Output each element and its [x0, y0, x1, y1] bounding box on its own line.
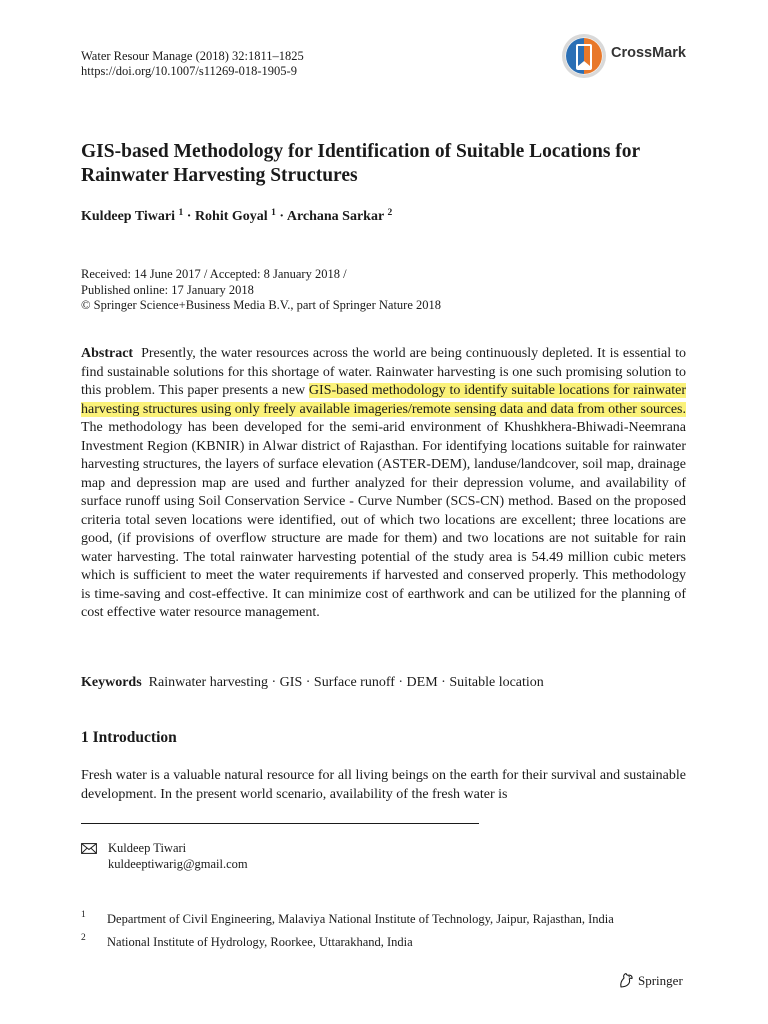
author-separator: ·	[279, 209, 285, 224]
body-paragraph: Fresh water is a valuable natural resource for all living beings on the earth for their survival and sustainable development. In the present world scenario, availability of the fresh water is	[81, 768, 686, 802]
author-name: Rohit Goyal	[194, 209, 268, 224]
received-accepted: Received: 14 June 2017 / Accepted: 8 January 2018 /	[81, 267, 347, 281]
affiliation	[81, 934, 413, 950]
paper-title: GIS-based Methodology for Identification of Suitable Locations for Rainwater Harvesting Structures	[81, 141, 640, 186]
abstract	[81, 345, 686, 623]
abstract-text: The methodology has been developed for the semi-arid environment of Khushkhera-Bhiwadi-Neemrana Investment Region (KBNIR) in Alwar district of Rajasthan. For identifying locations suitable for rainwater harvesting structures, the layers of surface elevation (ASTER-DEM), landuse/landcover, soil map, drainage map and depression map are used and further analyzed for their depression volume, and availability of surface runoff using Soil Conservation Service - Curve Number (SCS-CN) method. Based on the proposed criteria total seven locations were identified, out of which two locations are excellent; three locations are good, (if provisions of overflow structure are made for them) and two locations are not suitable for rain water harvesting. The total rainwater harvesting potential of the study area is 54.49 million cubic meters which is sufficient to meet the water requirements if harvested and conserved properly. This methodology is time-saving and cost-effective. It can minimize cost of earthwork and can be utilized for the planning of cost effective water resource management.	[81, 420, 686, 620]
author-name: Archana Sarkar	[286, 209, 384, 224]
affiliation-number: 1	[81, 910, 86, 920]
publication-dates	[81, 267, 441, 314]
footnote-divider	[81, 823, 479, 824]
author-affil-ref: 1	[271, 208, 276, 218]
abstract-label: Abstract	[81, 346, 134, 361]
author-name: Kuldeep Tiwari	[81, 209, 176, 224]
affiliation	[81, 911, 614, 927]
journal-citation: Water Resour Manage (2018) 32:1811–1825	[81, 49, 304, 63]
corresponding-name: Kuldeep Tiwari	[108, 841, 187, 855]
section-heading: 1 Introduction	[81, 729, 177, 746]
springer-horse-icon	[618, 972, 635, 989]
journal-meta	[81, 49, 304, 79]
copyright-line: © Springer Science+Business Media B.V., part of Springer Nature 2018	[81, 298, 442, 312]
keywords-text: Rainwater harvesting · GIS · Surface runoff · DEM · Suitable location	[148, 675, 544, 690]
affiliation-text: National Institute of Hydrology, Roorkee, Uttarakhand, India	[107, 935, 413, 949]
author-affil-ref: 2	[387, 208, 393, 218]
affiliation-number: 2	[81, 933, 86, 943]
envelope-icon	[81, 843, 97, 854]
corresponding-author	[81, 840, 248, 872]
author-affil-ref: 1	[178, 208, 184, 218]
published-online: Published online: 17 January 2018	[81, 282, 254, 297]
keywords-label: Keywords	[81, 675, 142, 690]
affiliation-text: Department of Civil Engineering, Malaviya National Institute of Technology, Jaipur, Rajasthan, India	[107, 912, 614, 926]
crossmark-label: CrossMark	[611, 45, 686, 61]
crossmark-icon	[560, 32, 608, 80]
corresponding-email[interactable]: kuldeeptiwarig@gmail.com	[108, 857, 248, 871]
publisher-logo	[618, 972, 683, 989]
crossmark-badge[interactable]	[560, 32, 686, 80]
abstract-text: Presently, the water resources across the world are being continuously depleted. It is essential to find sustainable solutions for this shortage of water. Rainwater harvesting is one such promising solution to this problem. This paper presents a new	[81, 346, 687, 398]
springer-label: Springer	[638, 972, 683, 988]
author-list	[81, 209, 392, 225]
doi-link[interactable]: https://doi.org/10.1007/s11269-018-1905-9	[81, 64, 297, 78]
abstract-highlight: GIS-based methodology to identify suitable locations for rainwater harvesting structures using only freely available imageries/remote sensing data and data from other sources.	[81, 383, 686, 417]
author-separator: ·	[186, 209, 192, 224]
keywords	[81, 675, 544, 691]
